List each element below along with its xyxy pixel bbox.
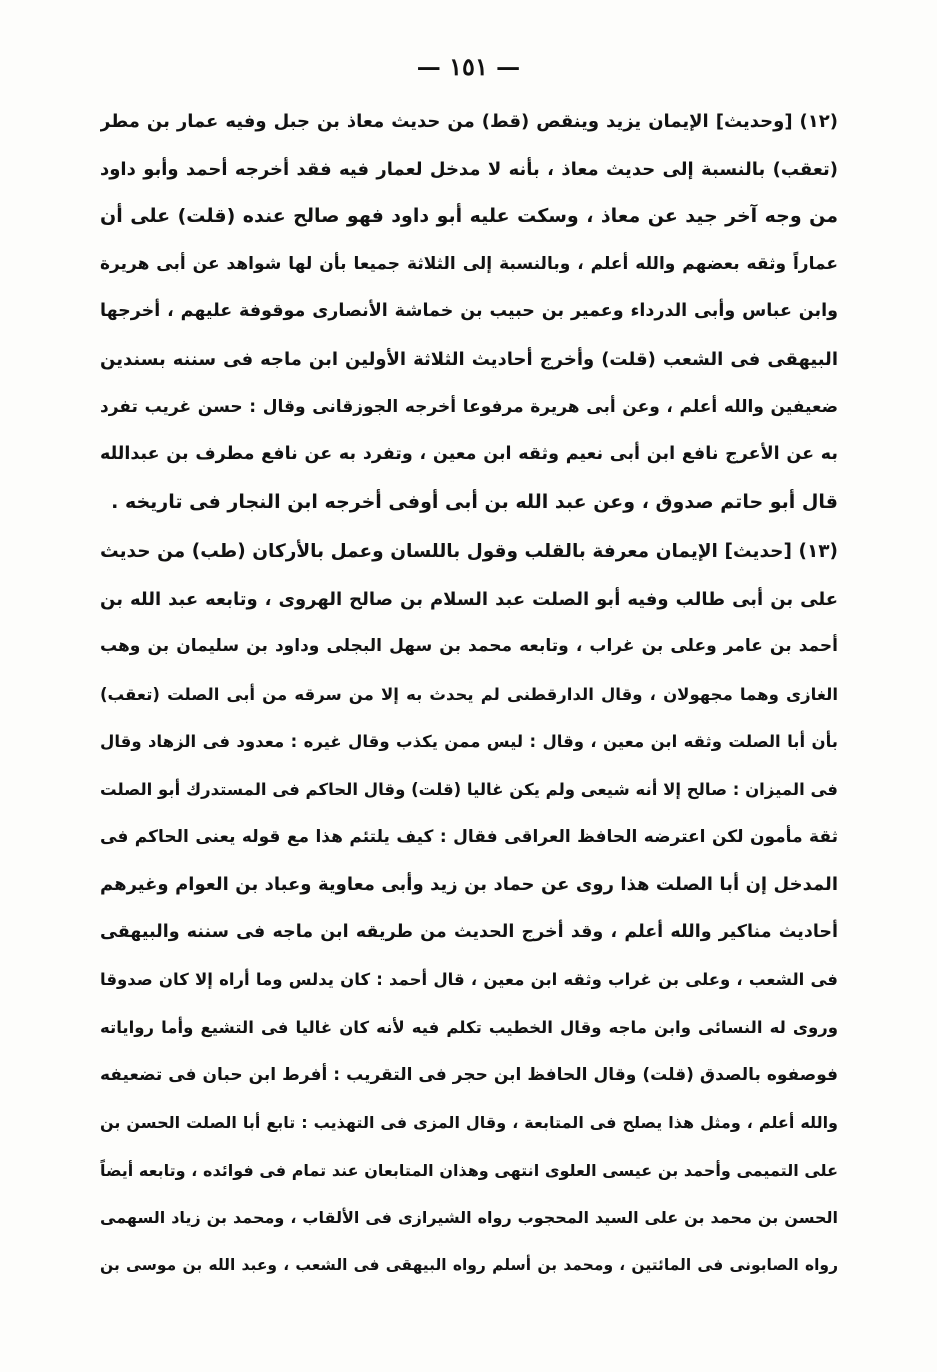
text-line: المدخل إن أبا الصلت هذا روى عن حماد بن زيد وأبى معاوية وعباد بن العوام وغيرهم xyxy=(100,874,838,896)
text-line: (١٣) [حديث] الإيمان معرفة بالقلب وقول باللسان وعمل بالأركان (طب) من حديث xyxy=(100,541,838,562)
text-line: والله أعلم ، ومثل هذا يصلح فى المتابعة ، وقال المزى فى التهذيب : تابع أبا الصلت الحسن بن xyxy=(100,1113,838,1133)
text-line: فى الشعب ، وعلى بن غراب وثقه ابن معين ، قال أحمد : كان يدلس وما أراه إلا كان صدوقا xyxy=(100,970,838,990)
page-number: — ١٥١ — xyxy=(416,52,521,81)
text-line: (تعقب) بالنسبة إلى حديث معاذ ، بأنه لا مدخل لعمار فيه فقد أخرجه أحمد وأبو داود xyxy=(100,158,838,180)
text-line: من وجه آخر جيد عن معاذ ، وسكت عليه أبو داود فهو صالح عنده (قلت) على أن xyxy=(100,205,838,228)
text-line: أحمد بن عامر وعلى بن غراب ، وتابعه محمد بن سهل البجلى وداود بن سليمان بن وهب xyxy=(100,636,838,657)
text-line: عماراً وثقه بعضهم والله أعلم ، وبالنسبة إلى الثلاثة جميعا بأن لها شواهد عن أبى هريرة xyxy=(100,253,838,274)
text-line: على التميمى وأحمد بن عيسى العلوى انتهى وهذان المتابعان عند تمام فى فوائده ، وتابعه أيضاً xyxy=(100,1160,838,1180)
text-line: به عن الأعرج نافع ابن أبى نعيم وثقه ابن معين ، وتفرد به عن نافع مطرف بن عبدالله xyxy=(100,444,838,465)
paragraph-12 xyxy=(100,98,838,526)
text-line: رواه الصابونى فى المائتين ، ومحمد بن أسلم رواه البيهقى فى الشعب ، وعبد الله بن موسى بن xyxy=(100,1255,838,1274)
text-line: ثقة مأمون لكن اعترضه الحافظ العراقى فقال : كيف يلتئم هذا مع قوله يعنى الحاكم فى xyxy=(100,826,838,847)
text-line: الحسن بن محمد بن على السيد المحجوب رواه الشيرازى فى الألقاب ، ومحمد بن زياد السهمى xyxy=(100,1208,838,1228)
text-line: البيهقى فى الشعب (قلت) وأخرج أحاديث الثلاثة الأولين ابن ماجه فى سننه بسندين xyxy=(100,348,838,370)
text-line: الغازى وهما مجهولان ، وقال الدارقطنى لم يحدث به إلا من سرقه من أبى الصلت (تعقب) xyxy=(100,684,838,704)
text-line: وابن عباس وأبى الدرداء وعمير بن حبيب بن خماشة الأنصارى موقوفة عليهم ، أخرجها xyxy=(100,301,838,322)
text-line: (١٢) [وحديث] الإيمان يزيد وينقص (قط) من حديث معاذ بن جبل وفيه عمار بن مطر xyxy=(100,111,838,132)
text-line: أحاديث مناكير والله أعلم ، وقد أخرج الحديث من طريقه ابن ماجه فى سننه والبيهقى xyxy=(100,921,838,942)
text-line: ضعيفين والله أعلم ، وعن أبى هريرة مرفوعا أخرجه الجوزقانى وقال : حسن غريب تفرد xyxy=(100,396,838,417)
text-line: فوصفوه بالصدق (قلت) وقال الحافظ ابن حجر فى التقريب : أفرط ابن حبان فى تضعيفه xyxy=(100,1064,838,1085)
text-line: وروى له النسائى وابن ماجه وقال الخطيب تكلم فيه لأنه كان غاليا فى التشيع وأما رواياته xyxy=(100,1017,838,1037)
paragraph-13 xyxy=(100,528,838,1290)
text-line: على بن أبى طالب وفيه أبو الصلت عبد السلام بن صالح الهروى ، وتابعه عبد الله بن xyxy=(100,588,838,610)
text-line: بأن أبا الصلت وثقه ابن معين ، وقال : ليس ممن يكذب وقال غيره : معدود فى الزهاد وقال xyxy=(100,732,838,752)
text-line: فى الميزان : صالح إلا أنه شيعى ولم يكن غاليا (قلت) وقال الحاكم فى المستدرك أبو الصلت xyxy=(100,779,838,799)
text-line: قال أبو حاتم صدوق ، وعن عبد الله بن أبى أوفى أخرجه ابن النجار فى تاريخه . xyxy=(111,490,838,513)
